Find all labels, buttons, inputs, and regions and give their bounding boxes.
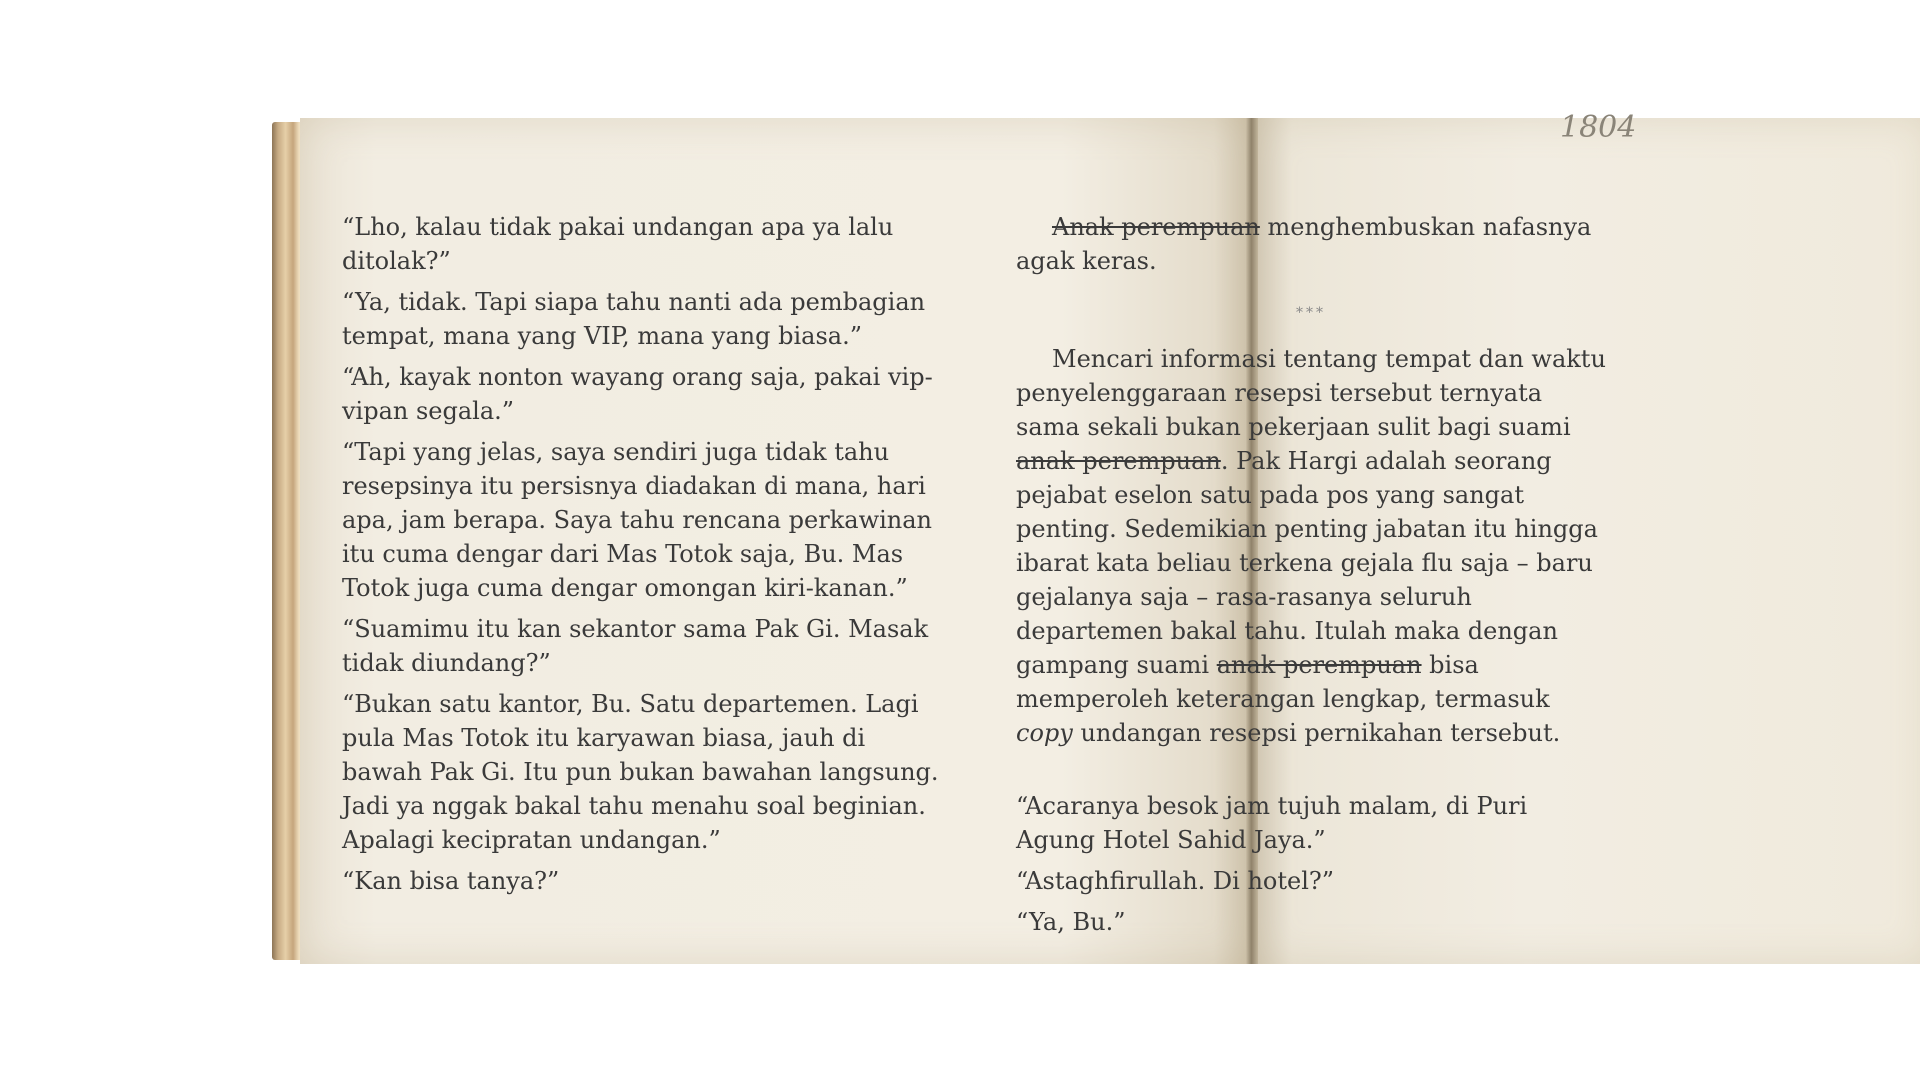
italic-text: copy (1016, 719, 1073, 747)
text-run: Mencari informasi tentang tempat dan waktu penyelenggaraan resepsi tersebut ternyata sama sekali bukan pekerjaan sulit bagi suami (1016, 345, 1606, 441)
paragraph: “Ya, tidak. Tapi siapa tahu nanti ada pembagian tempat, mana yang VIP, mana yang biasa.” (342, 288, 926, 350)
paragraph: “Suamimu itu kan sekantor sama Pak Gi. Masak tidak diundang?” (342, 615, 929, 677)
text-run: undangan resepsi pernikahan tersebut. (1072, 719, 1561, 747)
paragraph (1016, 342, 1606, 750)
text-run: menghembuskan nafasnya agak keras. (1016, 213, 1592, 275)
page-number: 1804 (1560, 110, 1637, 145)
struck-text: anak perempuan (1016, 447, 1221, 475)
text-run: . Pak Hargi adalah seorang pejabat eselon satu pada pos yang sangat penting. Sedemikian penting jabatan itu hingga ibarat kata beliau terkena gejala flu saja – baru gejalanya saja – rasa-rasanya seluruh departemen bakal tahu. Itulah maka dengan gampang suami (1016, 447, 1598, 679)
paragraph: “Kan bisa tanya?” (342, 867, 560, 895)
text-run: bisa memperoleh keterangan lengkap, termasuk (1016, 651, 1550, 713)
right-page-text (1016, 210, 1606, 946)
section-separator: *** (1296, 305, 1326, 321)
struck-text: anak perempuan (1216, 651, 1422, 679)
paragraph: “Acaranya besok jam tujuh malam, di Puri Agung Hotel Sahid Jaya.” (1016, 792, 1528, 854)
paragraph: “Ah, kayak nonton wayang orang saja, pakai vip-vipan segala.” (342, 363, 933, 425)
paragraph: “Bukan satu kantor, Bu. Satu departemen. Lagi pula Mas Totok itu karyawan biasa, jauh di bawah Pak Gi. Itu pun bukan bawahan langsung. Jadi ya nggak bakal tahu menahu soal beginian. Apalagi kecipratan undangan.” (342, 690, 939, 854)
spacer (1016, 757, 1606, 789)
struck-text: Anak perempuan (1052, 213, 1260, 241)
left-page-text (342, 210, 942, 905)
paragraph: “Lho, kalau tidak pakai undangan apa ya lalu ditolak?” (342, 213, 894, 275)
paragraph: “Ya, Bu.” (1016, 908, 1126, 936)
paragraph: “Tapi yang jelas, saya sendiri juga tidak tahu resepsinya itu persisnya diadakan di mana, hari apa, jam berapa. Saya tahu rencana perkawinan itu cuma dengar dari Mas Totok saja, Bu. Mas Totok juga cuma dengar omongan kiri-kanan.” (342, 438, 933, 602)
paragraph (1016, 210, 1606, 278)
paragraph: “Astaghfirullah. Di hotel?” (1016, 867, 1335, 895)
